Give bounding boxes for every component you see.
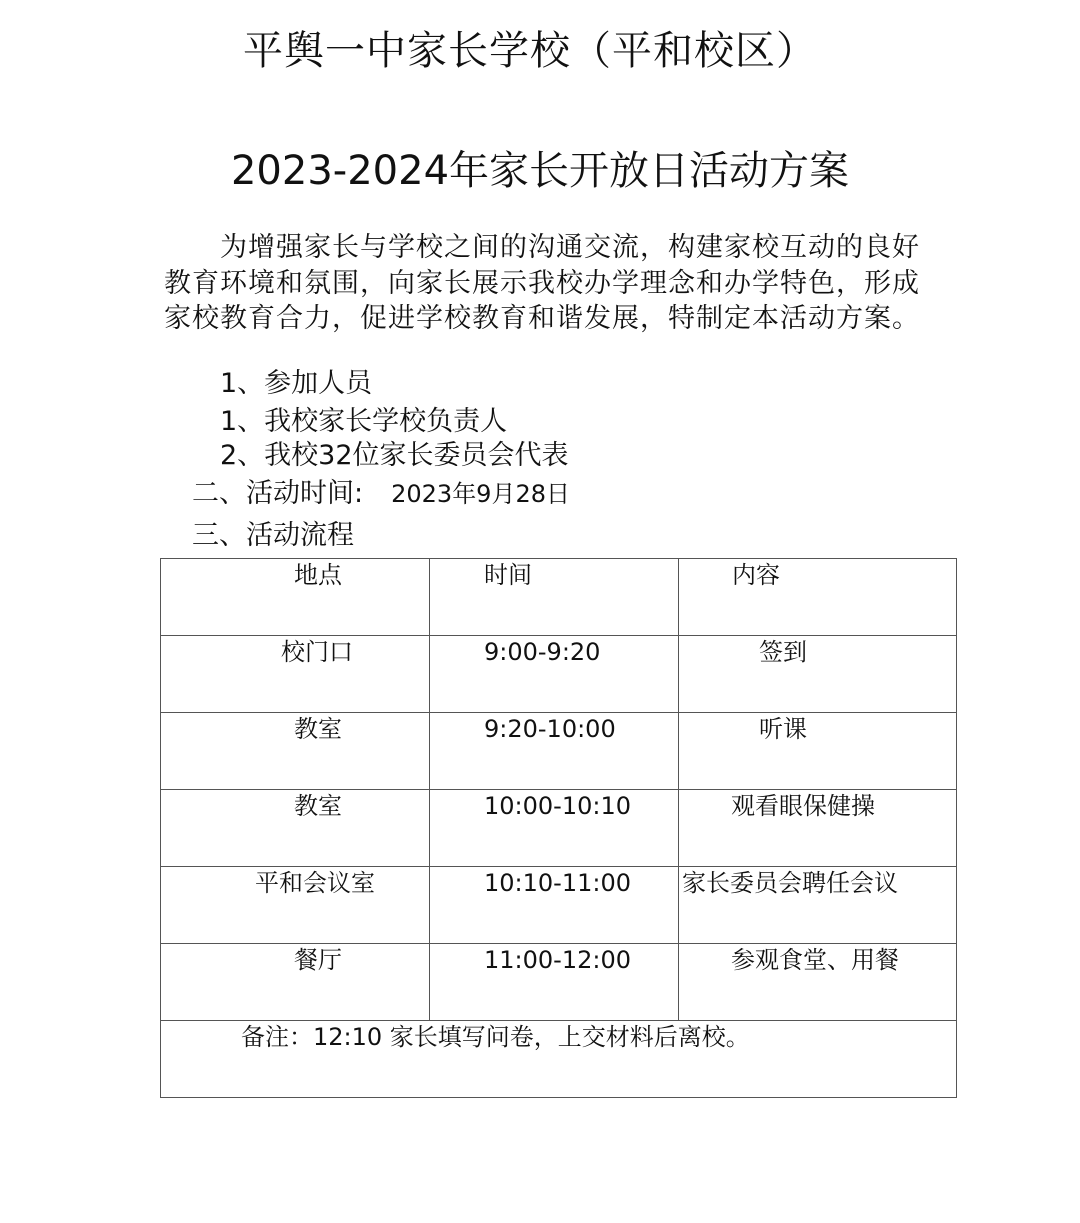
table-row: [161, 944, 957, 1021]
table-note-row: [161, 1021, 957, 1098]
row-time: 11:00-12:00: [484, 946, 631, 974]
table-cell: [430, 790, 679, 867]
row-place: 校门口: [281, 638, 353, 666]
table-cell: [679, 944, 957, 1021]
participant-item-1: 1、我校家长学校负责人: [220, 406, 508, 437]
header-content: 内容: [732, 561, 780, 589]
activity-time-heading: 二、活动时间:: [192, 478, 364, 509]
document-title: 平舆一中家长学校（平和校区）: [243, 28, 817, 74]
schedule-table: [160, 558, 957, 1098]
table-cell: [161, 790, 430, 867]
table-cell: [430, 944, 679, 1021]
activity-time-value: 2023年9月28日: [391, 480, 570, 508]
table-row: [161, 713, 957, 790]
table-header-row: [161, 559, 957, 636]
row-content: 观看眼保健操: [731, 792, 875, 820]
activity-flow-heading: 三、活动流程: [192, 520, 354, 551]
document-subtitle: 2023-2024年家长开放日活动方案: [230, 148, 850, 194]
row-place: 平和会议室: [255, 869, 375, 897]
table-note-cell: [161, 1021, 957, 1098]
table-cell: [430, 636, 679, 713]
row-place: 教室: [294, 715, 342, 743]
row-place: 餐厅: [294, 946, 342, 974]
table-cell: [161, 944, 430, 1021]
table-header-cell: [430, 559, 679, 636]
row-place: 教室: [294, 792, 342, 820]
table-cell: [679, 790, 957, 867]
table-cell: [679, 867, 957, 944]
table-header-cell: [161, 559, 430, 636]
table-cell: [430, 713, 679, 790]
header-place: 地点: [294, 561, 342, 589]
row-time: 10:10-11:00: [484, 869, 631, 897]
participants-heading: 1、参加人员: [220, 368, 373, 399]
table-cell: [679, 713, 957, 790]
table-cell: [161, 867, 430, 944]
activity-time-line: [192, 476, 570, 512]
row-content: 签到: [759, 638, 807, 666]
schedule-note: 备注：12:10 家长填写问卷，上交材料后离校。: [241, 1023, 750, 1051]
table-row: [161, 636, 957, 713]
table-cell: [161, 636, 430, 713]
table-row: [161, 790, 957, 867]
table-cell: [679, 636, 957, 713]
row-time: 10:00-10:10: [484, 792, 631, 820]
table-cell: [161, 713, 430, 790]
table-row: [161, 867, 957, 944]
participant-item-2: 2、我校32位家长委员会代表: [220, 440, 569, 471]
row-content: 听课: [759, 715, 807, 743]
table-header-cell: [679, 559, 957, 636]
row-time: 9:20-10:00: [484, 715, 616, 743]
row-content: 家长委员会聘任会议: [682, 869, 898, 897]
row-time: 9:00-9:20: [484, 638, 601, 666]
intro-paragraph: 为增强家长与学校之间的沟通交流，构建家校互动的良好教育环境和氛围，向家长展示我校办学理念和办学特色，形成家校教育合力，促进学校教育和谐发展，特制定本活动方案。: [164, 232, 920, 334]
table-cell: [430, 867, 679, 944]
row-content: 参观食堂、用餐: [731, 946, 899, 974]
header-time: 时间: [484, 561, 532, 589]
